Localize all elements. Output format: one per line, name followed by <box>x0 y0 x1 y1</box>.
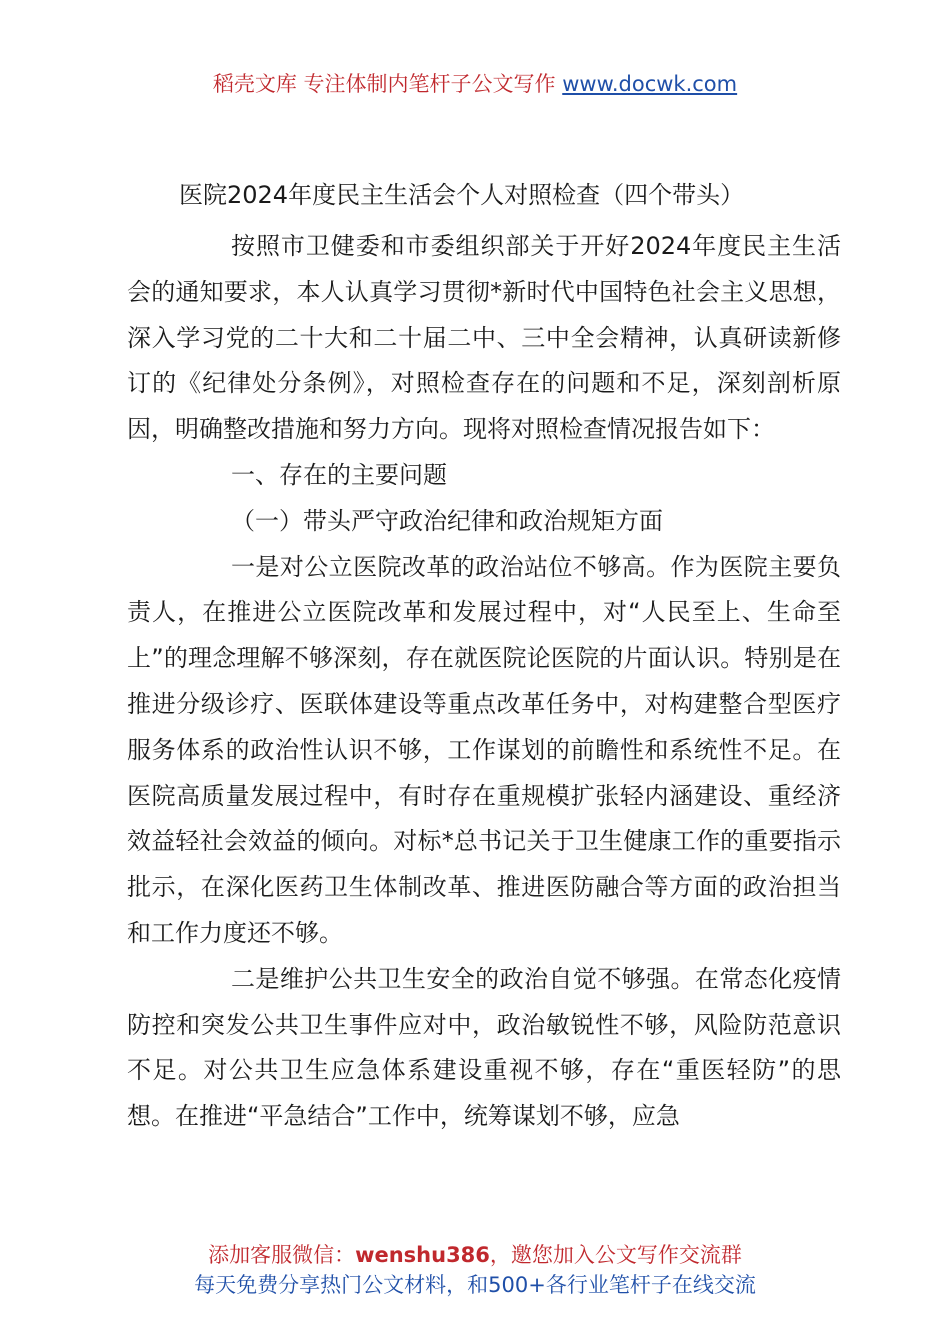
document-title: 医院2024年度民主生活会个人对照检查（四个带头） <box>179 181 745 209</box>
site-link[interactable]: www.docwk.com <box>562 72 738 96</box>
contact-prefix: 添加客服微信： <box>208 1243 356 1267</box>
brand-tagline: 稻壳文库 专注体制内笔杆子公文写作 <box>212 72 556 96</box>
contact-suffix: ，邀您加入公文写作交流群 <box>489 1243 742 1267</box>
promo-footer <box>0 1240 950 1300</box>
contact-line <box>0 1240 950 1270</box>
body-paragraph-1: 一是对公立医院改革的政治站位不够高。作为医院主要负责人，在推进公立医院改革和发展过程中，对“人民至上、生命至上”的理念理解不够深刻，存在就医院论医院的片面认识。特别是在推进分级诊疗、医联体建设等重点改革任务中，对构建整合型医疗服务体系的政治性认识不够，工作谋划的前瞻性和系统性不足。在医院高质量发展过程中，有时存在重规模扩张轻内涵建设、重经济效益轻社会效益的倾向。对标*总书记关于卫生健康工作的重要指示批示，在深化医药卫生体制改革、推进医防融合等方面的政治担当和工作力度还不够。 <box>127 552 841 947</box>
subsection-heading: （一）带头严守政治纪律和政治规矩方面 <box>231 506 663 535</box>
intro-paragraph: 按照市卫健委和市委组织部关于开好2024年度民主生活会的通知要求，本人认真学习贯彻*新时代中国特色社会主义思想，深入学习党的二十大和二十届二中、三中全会精神，认真研读新修订的《纪律处分条例》，对照检查存在的问题和不足，深刻剖析原因，明确整改措施和努力方向。现将对照检查情况报告如下： <box>127 232 841 444</box>
section-heading: 一、存在的主要问题 <box>231 460 447 489</box>
promo-line: 每天免费分享热门公文材料，和500+各行业笔杆子在线交流 <box>194 1273 756 1297</box>
wechat-id: wenshu386 <box>355 1243 490 1267</box>
body-paragraph-2: 二是维护公共卫生安全的政治自觉不够强。在常态化疫情防控和突发公共卫生事件应对中，政治敏锐性不够，风险防范意识不足。对公共卫生应急体系建设重视不够，存在“重医轻防”的思想。在推进“平急结合”工作中，统筹谋划不够，应急 <box>127 964 841 1131</box>
document-body <box>127 224 841 1140</box>
site-header <box>0 70 950 98</box>
